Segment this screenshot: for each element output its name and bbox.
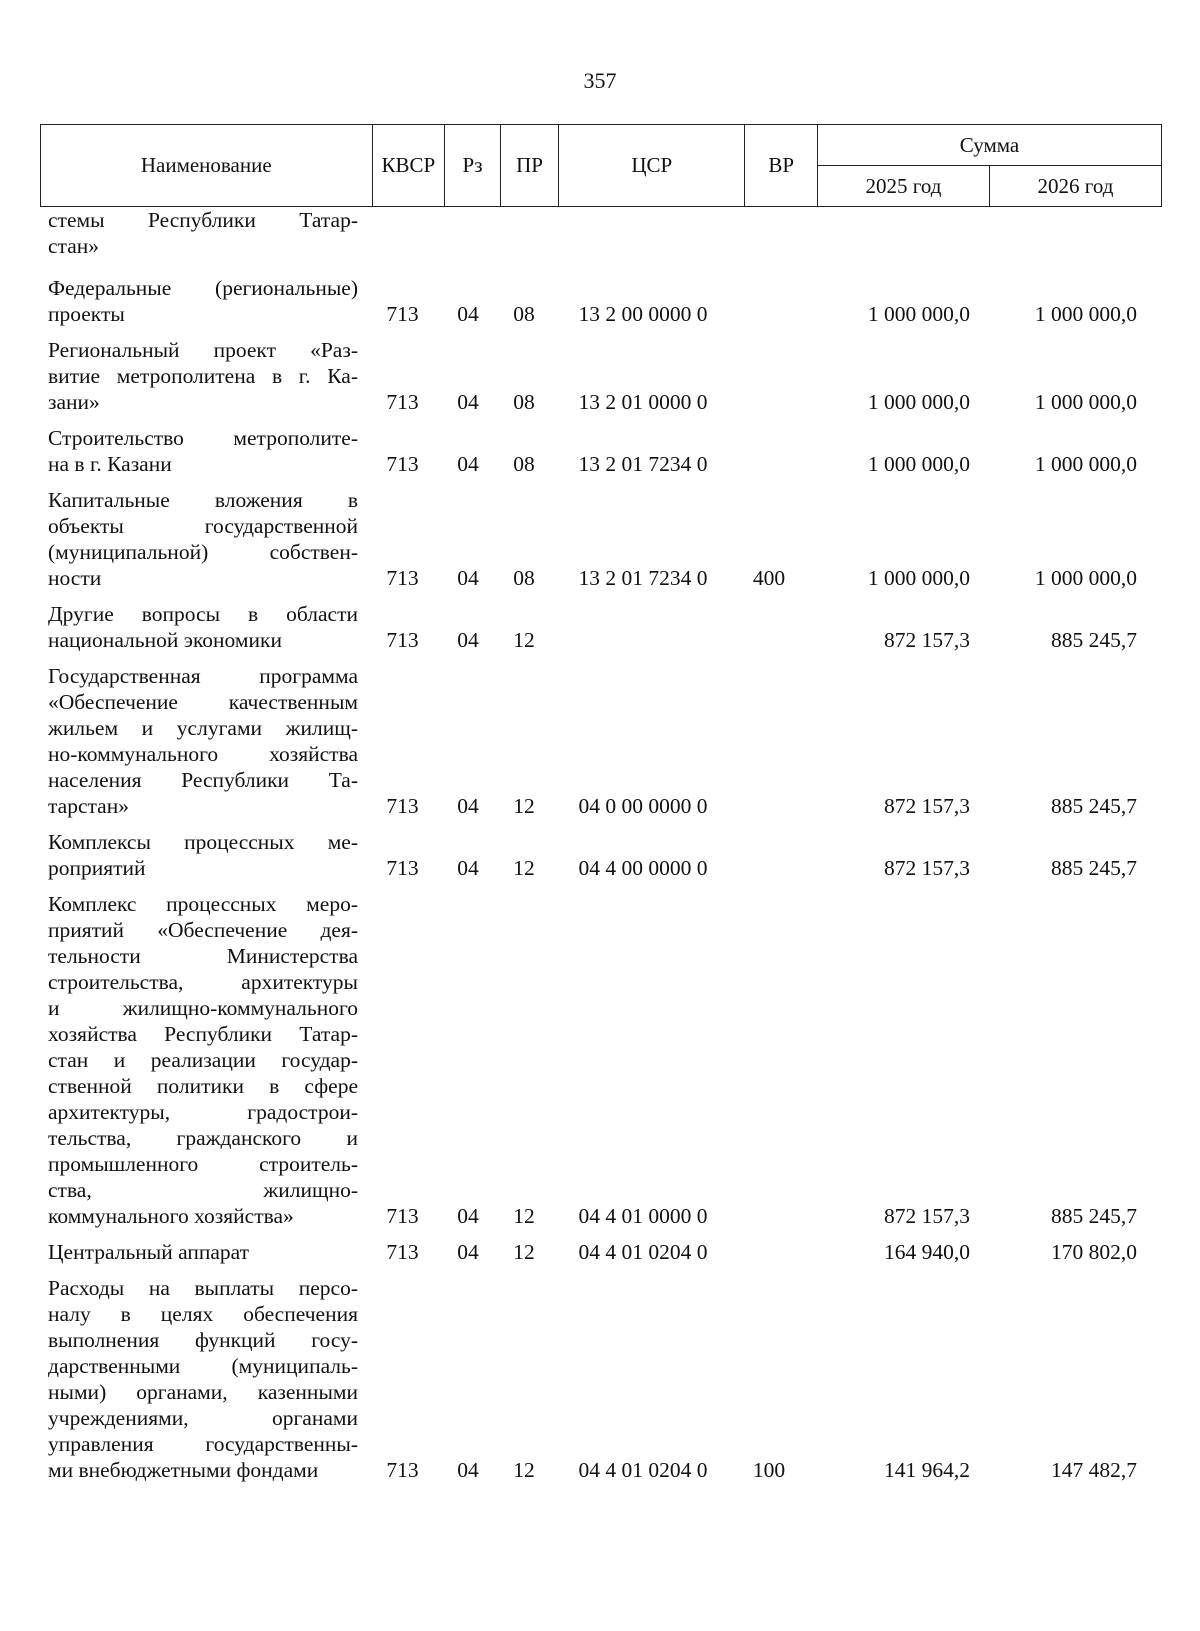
row-name (40, 487, 358, 591)
row-name-line: Строительство метрополите- (48, 426, 358, 450)
row-kvsr: 713 (386, 452, 419, 476)
row-s2025: 1 000 000,0 (867, 566, 970, 590)
row-kvsr: 713 (386, 1240, 419, 1264)
row-name-line: но-коммунального хозяйства (48, 742, 358, 766)
row-name-line: Комплекс процессных меро- (48, 892, 358, 916)
row-name-line: дарственными (муниципаль- (48, 1354, 358, 1378)
row-pr: 08 (513, 452, 535, 476)
row-name-line: архитектуры, градострои- (48, 1100, 358, 1124)
table-row (40, 487, 1162, 591)
row-rz: 04 (457, 302, 479, 326)
row-name-line: ства, жилищно- (48, 1178, 358, 1202)
row-pr: 12 (513, 1458, 535, 1482)
table-row (40, 425, 1162, 477)
row-name-line: учреждениями, органами (48, 1406, 358, 1430)
row-pr: 12 (513, 1204, 535, 1228)
row-kvsr: 713 (386, 302, 419, 326)
table-row (40, 337, 1162, 415)
row-csr: 13 2 00 0000 0 (578, 302, 708, 326)
row-name (40, 601, 358, 653)
header-pr: ПР (500, 125, 558, 207)
row-s2025: 1 000 000,0 (867, 390, 970, 414)
row-name-line: ственной политики в сфере (48, 1074, 358, 1098)
row-csr: 04 4 01 0000 0 (578, 1204, 708, 1228)
row-kvsr: 713 (386, 390, 419, 414)
row-s2026: 170 802,0 (1051, 1240, 1137, 1264)
row-csr: 13 2 01 7234 0 (578, 452, 708, 476)
row-name-line: жильем и услугами жилищ- (48, 716, 358, 740)
row-name-line: объекты государственной (48, 514, 358, 538)
row-name-line: населения Республики Та- (48, 768, 358, 792)
row-name-line: налу в целях обеспечения (48, 1302, 358, 1326)
row-s2026: 885 245,7 (1051, 856, 1137, 880)
table-body (40, 207, 1162, 1483)
row-name (40, 1275, 358, 1483)
row-s2026: 1 000 000,0 (1034, 566, 1137, 590)
row-s2025: 1 000 000,0 (867, 452, 970, 476)
row-s2025: 872 157,3 (884, 856, 970, 880)
row-vr: 400 (752, 566, 786, 590)
header-rz: Рз (445, 125, 501, 207)
row-name-line: Другие вопросы в области (48, 602, 358, 626)
row-csr: 04 4 01 0204 0 (578, 1240, 708, 1264)
row-pr: 12 (513, 794, 535, 818)
row-name-line: стан и реализации государ- (48, 1048, 358, 1072)
row-s2025: 164 940,0 (884, 1240, 970, 1264)
row-s2025: 872 157,3 (884, 1204, 970, 1228)
row-s2025: 141 964,2 (884, 1458, 970, 1482)
budget-table (40, 124, 1162, 1493)
table-row (40, 829, 1162, 881)
row-rz: 04 (457, 1204, 479, 1228)
row-name-line: стемы Республики Татар- (48, 208, 358, 232)
row-kvsr: 713 (386, 628, 419, 652)
row-name-line: выполнения функций госу- (48, 1328, 358, 1352)
header-vr: ВР (745, 125, 818, 207)
row-name-line: промышленного строитель- (48, 1152, 358, 1176)
row-rz: 04 (457, 856, 479, 880)
row-s2026: 1 000 000,0 (1034, 390, 1137, 414)
row-s2025: 872 157,3 (884, 794, 970, 818)
row-name-line: тарстан» (48, 794, 129, 818)
row-name-line: Региональный проект «Раз- (48, 338, 358, 362)
row-s2025: 1 000 000,0 (867, 302, 970, 326)
row-name-line: Расходы на выплаты персо- (48, 1276, 358, 1300)
row-name-line: (муниципальной) собствен- (48, 540, 358, 564)
row-s2026: 885 245,7 (1051, 1204, 1137, 1228)
row-name-line: ности (48, 566, 102, 590)
row-s2026: 147 482,7 (1051, 1458, 1137, 1482)
row-pr: 12 (513, 856, 535, 880)
row-rz: 04 (457, 390, 479, 414)
row-csr: 04 4 00 0000 0 (578, 856, 708, 880)
row-pr: 12 (513, 1240, 535, 1264)
header-year-2025: 2025 год (818, 166, 990, 207)
row-csr: 04 4 01 0204 0 (578, 1458, 708, 1482)
row-s2026: 885 245,7 (1051, 628, 1137, 652)
header-kvsr: КВСР (372, 125, 445, 207)
table-header (40, 124, 1162, 207)
row-vr: 100 (752, 1458, 786, 1482)
row-name-line: управления государственны- (48, 1432, 358, 1456)
row-name-line: Центральный аппарат (48, 1240, 250, 1264)
row-kvsr: 713 (386, 856, 419, 880)
row-name-line: «Обеспечение качественным (48, 690, 358, 714)
header-csr: ЦСР (559, 125, 745, 207)
row-rz: 04 (457, 1240, 479, 1264)
row-name-line: на в г. Казани (48, 452, 172, 476)
row-s2026: 885 245,7 (1051, 794, 1137, 818)
table-row (40, 275, 1162, 327)
header-sum: Сумма (818, 125, 1162, 166)
row-name-line: ми внебюджетными фондами (48, 1458, 319, 1482)
header-year-2026: 2026 год (989, 166, 1161, 207)
row-rz: 04 (457, 794, 479, 818)
row-kvsr: 713 (386, 1458, 419, 1482)
row-kvsr: 713 (386, 1204, 419, 1228)
row-name-line: проекты (48, 302, 125, 326)
row-pr: 08 (513, 302, 535, 326)
row-name-line: стан» (48, 234, 99, 258)
row-pr: 12 (513, 628, 535, 652)
table-row (40, 207, 1162, 259)
table-row (40, 1239, 1162, 1265)
row-name (40, 1239, 358, 1265)
row-pr: 08 (513, 390, 535, 414)
table-row (40, 663, 1162, 819)
row-name-line: зани» (48, 390, 100, 414)
row-kvsr: 713 (386, 566, 419, 590)
row-name (40, 663, 358, 819)
row-name-line: тельности Министерства (48, 944, 358, 968)
row-name (40, 891, 358, 1229)
table-row (40, 601, 1162, 653)
row-name-line: Комплексы процессных ме- (48, 830, 358, 854)
page-number: 357 (583, 68, 617, 93)
row-name (40, 425, 358, 477)
row-rz: 04 (457, 566, 479, 590)
row-name-line: хозяйства Республики Татар- (48, 1022, 358, 1046)
row-name-line: Капитальные вложения в (48, 488, 358, 512)
row-csr: 04 0 00 0000 0 (578, 794, 708, 818)
row-rz: 04 (457, 628, 479, 652)
header-name: Наименование (41, 125, 373, 207)
table-row (40, 1275, 1162, 1483)
row-pr: 08 (513, 566, 535, 590)
row-name (40, 829, 358, 881)
row-name-line: Федеральные (региональные) (48, 276, 358, 300)
row-name-line: и жилищно-коммунального (48, 996, 358, 1020)
table-row (40, 891, 1162, 1229)
row-s2026: 1 000 000,0 (1034, 302, 1137, 326)
row-name-line: витие метрополитена в г. Ка- (48, 364, 358, 388)
row-name-line: тельства, гражданского и (48, 1126, 358, 1150)
row-rz: 04 (457, 452, 479, 476)
row-name-line: строительства, архитектуры (48, 970, 358, 994)
row-kvsr: 713 (386, 794, 419, 818)
row-name-line: ными) органами, казенными (48, 1380, 358, 1404)
row-s2026: 1 000 000,0 (1034, 452, 1137, 476)
row-name-line: роприятий (48, 856, 146, 880)
row-name (40, 275, 358, 327)
row-name (40, 207, 358, 259)
row-s2025: 872 157,3 (884, 628, 970, 652)
row-name (40, 337, 358, 415)
row-name-line: Государственная программа (48, 664, 358, 688)
row-name-line: приятий «Обеспечение дея- (48, 918, 358, 942)
row-csr: 13 2 01 7234 0 (578, 566, 708, 590)
row-name-line: коммунального хозяйства» (48, 1204, 294, 1228)
row-csr: 13 2 01 0000 0 (578, 390, 708, 414)
row-rz: 04 (457, 1458, 479, 1482)
row-name-line: национальной экономики (48, 628, 282, 652)
